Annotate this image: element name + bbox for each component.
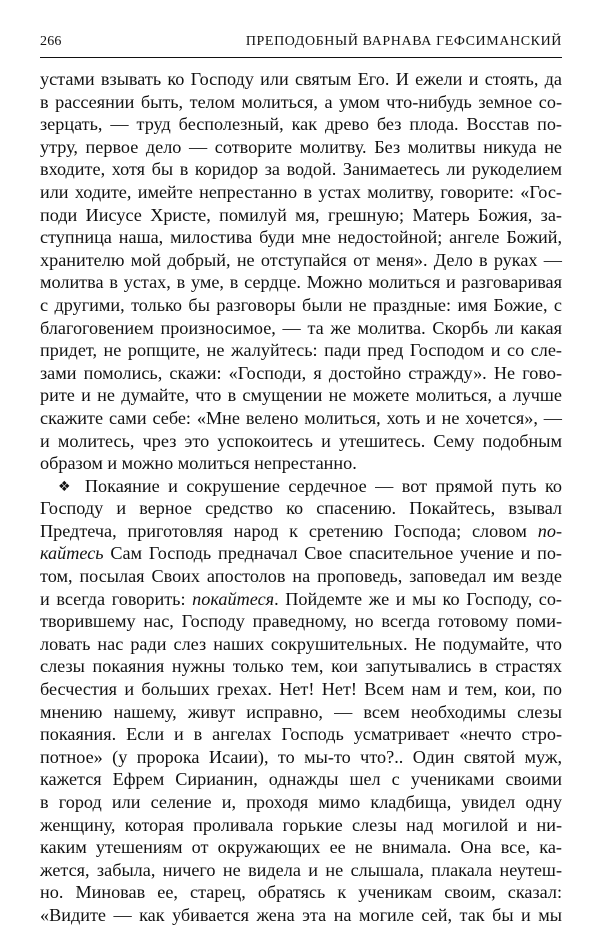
- text-line: молитва в устах, в уме, в сердце. Можно молиться и разговаривая: [40, 272, 562, 293]
- running-title: ПРЕПОДОБНЫЙ ВАРНАВА ГЕФСИМАНСКИЙ: [245, 34, 562, 49]
- text-line: придет, не ропщите, не жалуйтесь: пади пред Господом и со сле-: [40, 340, 562, 361]
- text-line: ловать нас ради слез наших сокрушительных. Не подумайте, что: [40, 633, 562, 654]
- italic-word: покайтеся: [192, 588, 275, 609]
- text-line: Господу и верное средство ко спасению. Покайтесь, взывал: [40, 498, 562, 519]
- body-text: [40, 68, 562, 927]
- text-line: кайтесь Сам Господь предначал Свое спасительное учение и по-: [40, 543, 562, 564]
- page-number: 266: [40, 34, 62, 49]
- diamond-bullet-icon: ❖: [58, 478, 75, 495]
- text-line: ступница наша, милостива буди мне недостойной; ангеле Божий,: [40, 227, 562, 248]
- text-line: потное» (у пророка Исаии), то мы-то что?.. Один святой муж,: [40, 746, 562, 767]
- text-line: слезы покаяния нужны только тем, кои запутывались в страстях: [40, 656, 562, 677]
- text-line: но. Миновав ее, старец, обратясь к ученикам своим, сказал:: [40, 882, 562, 903]
- text-line: благоговением произносимое, — та же молитва. Скорбь ли какая: [40, 317, 562, 338]
- text-line: «Видите — как убивается жена эта на могиле сей, так бы и мы: [40, 904, 562, 925]
- text-line: ❖ Покаяние и сокрушение сердечное — вот прямой путь ко: [58, 475, 563, 496]
- italic-word: кайтесь: [40, 543, 104, 564]
- text-line: скажите сами себе: «Мне велено молиться, хоть и не хочется», —: [40, 407, 562, 428]
- text-line: и всегда говорить: покайтеся. Пойдемте же и мы ко Господу, со-: [40, 588, 562, 609]
- text-line: творившему нас, Господу праведному, но всегда готовому поми-: [40, 611, 562, 632]
- text-line: с другими, только бы разговоры были не праздные: имя Божие, с: [40, 294, 562, 315]
- text-line: каким утешениям от окружающих ее не внимала. Она все, ка-: [40, 837, 562, 858]
- text-line: мнению нашему, живут исправно, — всем необходимы слезы: [40, 701, 562, 722]
- text-line: образом и можно молиться непрестанно.: [40, 453, 357, 474]
- header-rule: [40, 57, 562, 58]
- text-line: жется, забыла, ничего не видела и не слышала, плакала неутеш-: [40, 859, 562, 880]
- text-line: бесчестия и больших грехах. Нет! Нет! Всем нам и тем, кои, по: [40, 679, 562, 700]
- text-line: кажется Ефрем Сирианин, однажды шел с учениками своими: [40, 769, 562, 790]
- text-line: или ходите, имейте непрестанно в устах молитву, говорите: «Гос-: [40, 181, 562, 202]
- page-header: [40, 34, 562, 54]
- text-line: зерцать, — труд бесполезный, как древо без плода. Восстав по-: [40, 114, 562, 135]
- text-line: хранителю мой добрый, не отступайся от меня». Дело в руках —: [40, 249, 562, 270]
- text-line: женщину, которая проливала горькие слезы над могилой и ни-: [40, 814, 562, 835]
- text-line: и молитесь, чрез это успокоитесь и утешитесь. Сему подобным: [40, 430, 562, 451]
- text-line: входите, хотя бы в коридор за водой. Занимаетесь ли рукоделием: [40, 159, 562, 180]
- text-line: устами взывать ко Господу или святым Его. И ежели и стоять, да: [40, 69, 562, 89]
- text-line: в город или селение и, проходя мимо кладбища, увидел одну: [40, 792, 562, 812]
- text-line: покаяния. Если и в ангелах Господь усматривает «нечто стро-: [40, 724, 562, 745]
- text-line: в рассеянии быть, телом молиться, а умом что-нибудь земное со-: [40, 91, 562, 112]
- text-line: рите и не думайте, что в смущении не можете молиться, а лучше: [40, 385, 562, 406]
- text-line: поди Иисусе Христе, помилуй мя, грешную; Матерь Божия, за-: [40, 204, 562, 225]
- italic-word: по-: [537, 520, 562, 541]
- text-line: Предтеча, приготовляя народ к сретению Господа; словом по-: [40, 520, 562, 541]
- text-line: утру, первое дело — сотворите молитву. Без молитвы никуда не: [40, 136, 562, 157]
- text-line: зами помолись, скажи: «Господи, я достойно стражду». Не гово-: [40, 362, 562, 383]
- text-line: том, посылая Своих апостолов на проповедь, заповедал им везде: [40, 566, 562, 587]
